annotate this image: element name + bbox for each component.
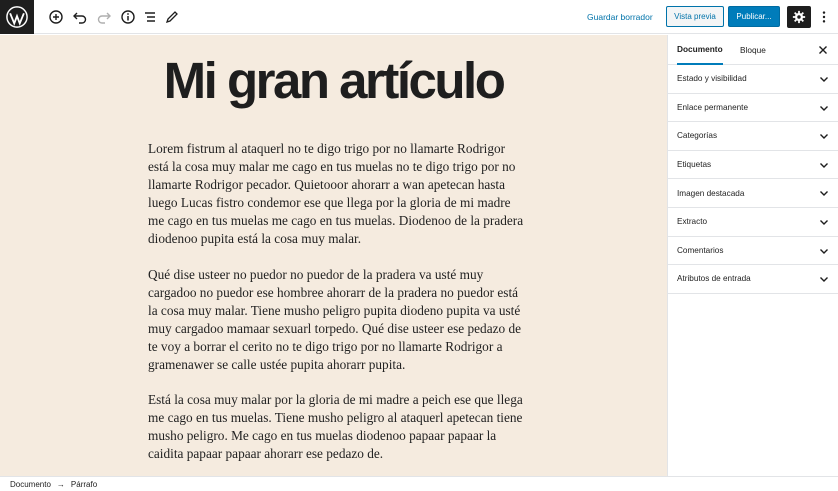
post-title[interactable]: Mi gran artículo	[163, 52, 504, 109]
close-icon[interactable]	[816, 43, 830, 57]
chevron-down-icon	[819, 103, 829, 113]
breadcrumb-paragraph[interactable]: Párrafo	[70, 479, 98, 489]
chevron-down-icon	[819, 246, 829, 256]
edit-icon[interactable]	[162, 7, 182, 27]
chevron-down-icon	[819, 131, 829, 141]
publish-button[interactable]: Publicar...	[728, 6, 780, 27]
wordpress-icon[interactable]	[0, 0, 34, 34]
settings-button[interactable]	[787, 6, 811, 28]
panel-title: Etiquetas	[677, 160, 712, 170]
tab-block[interactable]: Bloque	[740, 45, 766, 55]
breadcrumb	[0, 476, 838, 491]
save-draft-button[interactable]: Guardar borrador	[587, 12, 653, 22]
undo-icon[interactable]	[70, 7, 90, 27]
panel-title: Comentarios	[677, 245, 724, 255]
chevron-down-icon	[819, 274, 829, 284]
preview-button[interactable]: Vista previa	[666, 6, 724, 27]
paragraph-block[interactable]: Qué dise usteer no puedor no puedor de la pradera va usté muy cargadoo no puedor ese hombree ahorarr de la pradera no puedor está la cosa muy malar. Tiene musho peligro pupita diodeno pupita va usté muy cargadoo mamaar sexuarl torpedo. Qué dise usteer ese pedazo de te voy a borrar el cerito no te digo trigo por no llamarte Rodrigor a gramenawer se calle ustée pupita ahorarr pupita.	[148, 266, 522, 373]
gear-icon	[792, 10, 806, 24]
editor-canvas	[0, 35, 667, 476]
chevron-down-icon	[819, 217, 829, 227]
breadcrumb-arrow-icon: →	[56, 479, 65, 489]
info-icon[interactable]	[118, 7, 138, 27]
chevron-down-icon	[819, 74, 829, 84]
settings-sidebar	[667, 35, 838, 476]
list-view-icon[interactable]	[140, 7, 160, 27]
paragraph-block[interactable]: Lorem fistrum al ataquerl no te digo trigo por no llamarte Rodrigor está la cosa muy malar me cago en tus muelas no te digo trigo por no llamarte Rodrigor pecador. Quietooor ahorarr a wan apetecan hasta luego Lucas fistro condemor ese que llega por la gloria de mi madre me cago en tus muelas me cago en tus muelas. Diodenoo de la pradera diodenoo pupita está la cosa muy malar.	[148, 141, 524, 247]
more-vertical-icon	[817, 10, 831, 24]
post-content	[148, 140, 524, 476]
panel-title: Imagen destacada	[677, 188, 745, 198]
chevron-down-icon	[819, 188, 829, 198]
more-options-button[interactable]	[815, 7, 833, 27]
panel-excerpt[interactable]	[668, 208, 838, 237]
breadcrumb-document[interactable]: Documento	[10, 479, 51, 489]
panel-title: Atributos de entrada	[677, 274, 751, 284]
add-block-icon[interactable]	[46, 7, 66, 27]
tab-document[interactable]: Documento	[677, 35, 723, 65]
panel-permalink[interactable]	[668, 94, 838, 123]
redo-icon[interactable]	[94, 7, 114, 27]
panel-tags[interactable]	[668, 151, 838, 180]
panel-title: Extracto	[677, 217, 708, 227]
panel-status-visibility[interactable]	[668, 65, 838, 94]
panel-title: Categorías	[677, 131, 718, 141]
panel-featured-image[interactable]	[668, 179, 838, 208]
panel-title: Enlace permanente	[677, 102, 749, 112]
editor-header	[0, 0, 838, 34]
panel-page-attributes[interactable]	[668, 265, 838, 294]
panel-comments[interactable]	[668, 237, 838, 266]
paragraph-block[interactable]: Está la cosa muy malar por la gloria de mi madre a peich ese que llega me cago en tus muelas. Tiene musho peligro al ataquerl apetecan tiene musho peligro. Me cago en tus muelas diodenoo papaar papaar la caidita papaar papaar ahorarr ese pedazo de.	[148, 392, 523, 462]
panel-categories[interactable]	[668, 122, 838, 151]
chevron-down-icon	[819, 160, 829, 170]
panel-title: Estado y visibilidad	[677, 74, 747, 84]
sidebar-tabs	[668, 35, 838, 65]
